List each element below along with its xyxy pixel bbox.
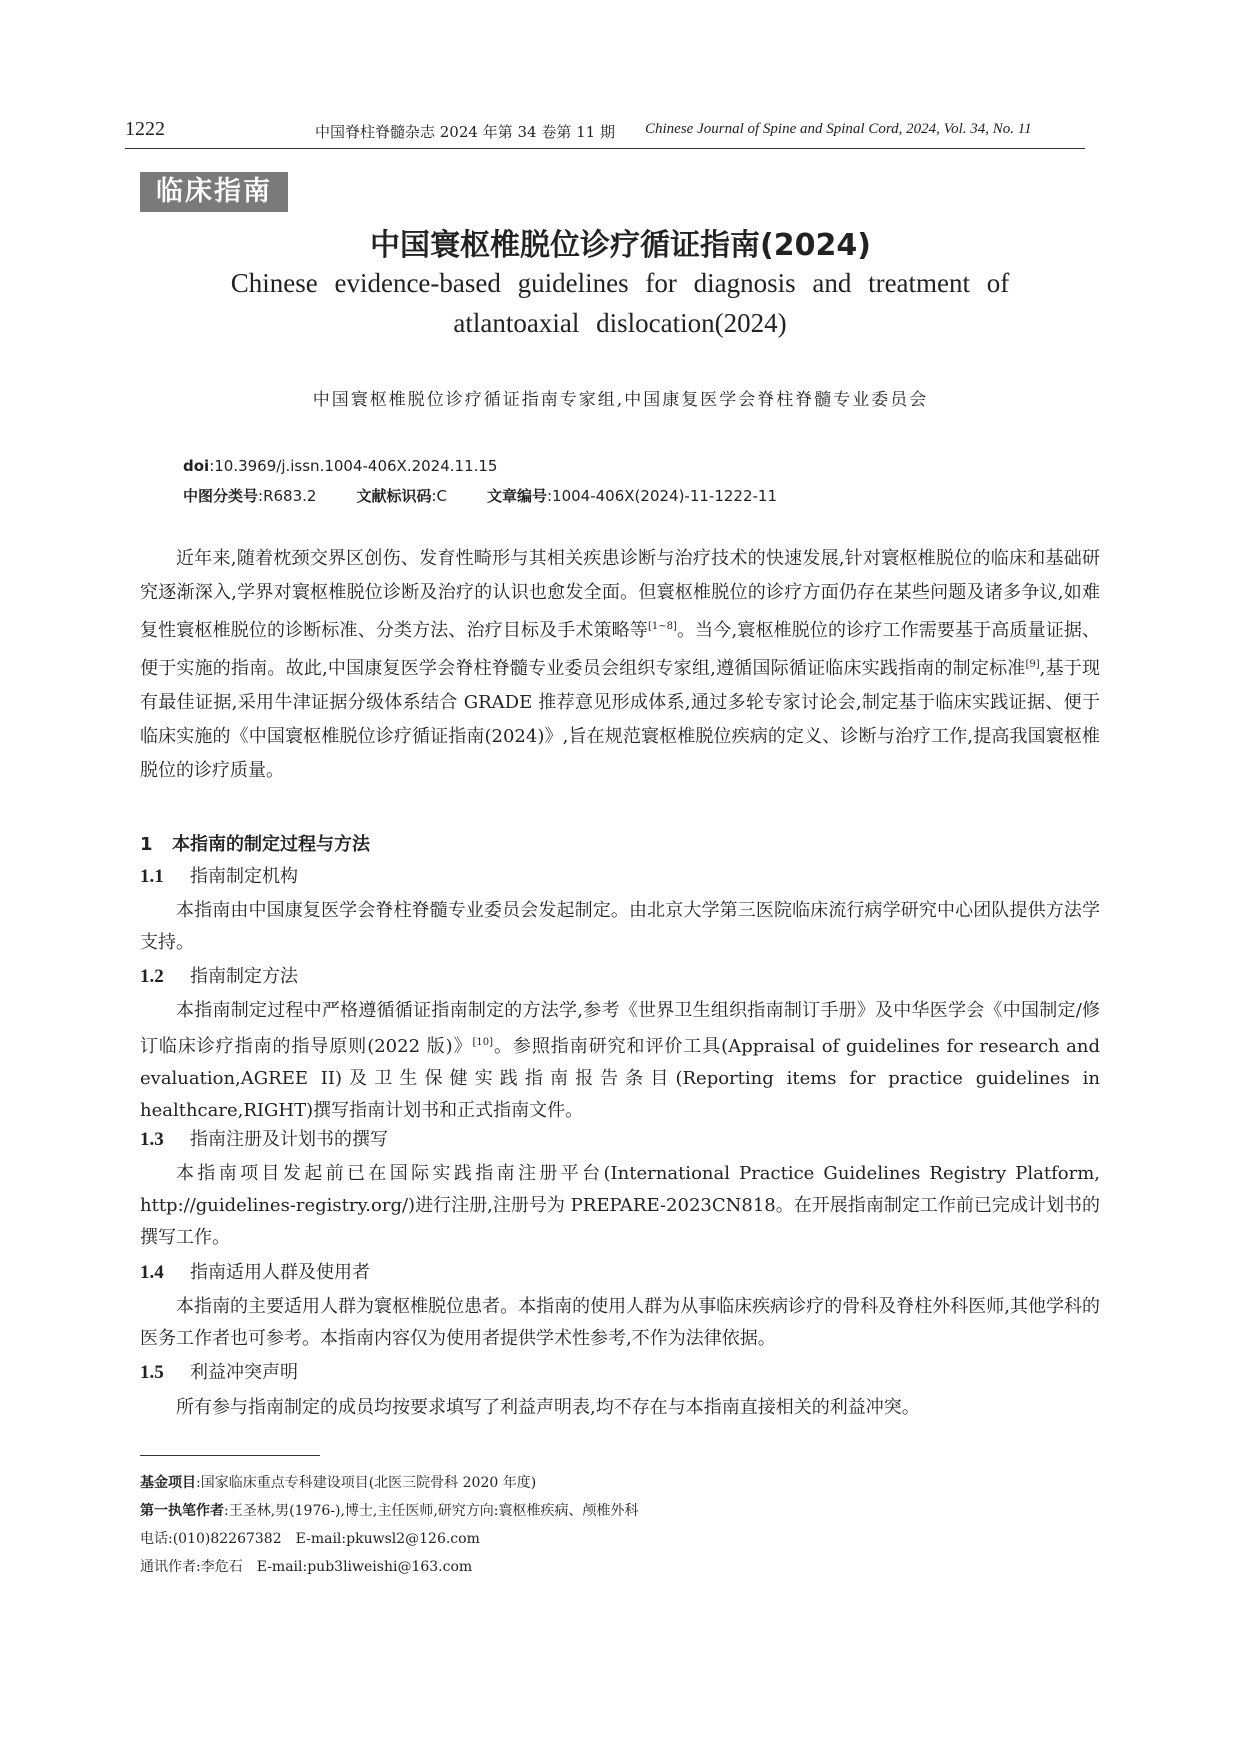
article-no-label: 文章编号: [486, 487, 547, 505]
clc-label: 中图分类号: [183, 487, 259, 505]
paragraph: 本指南项目发起前已在国际实践指南注册平台(International Practice Guidelines Registry Platform, http://guidelines-registry.org/)进行注册,注册号为 PREPARE-2023CN818。在开展指南制定工作前已完成计划书的撰写工作。: [140, 1163, 1100, 1248]
title-en-line2: atlantoaxial dislocation(2024): [453, 308, 787, 338]
subsection-heading: 1.1 指南制定机构: [140, 866, 298, 887]
doi-label: doi: [183, 457, 210, 475]
citation: [1~8]: [647, 621, 677, 632]
clc-value: :R683.2: [258, 487, 317, 505]
running-header: [125, 118, 1081, 144]
page-number: 1222: [125, 118, 165, 140]
column-badge: 临床指南: [140, 172, 288, 212]
paragraph: 本指南制定过程中严格遵循循证指南制定的方法学,参考《世界卫生组织指南制订手册》及中华医学会《中国制定/修订临床诊疗指南的指导原则(2022 版)》[10]。参照指南研究和评价工具(Appraisal of guidelines for research and evaluation,AGREE II)及卫生保健实践指南报告条目(Reporting items for practice guidelines in healthcare,RIGHT)撰写指南计划书和正式指南文件。: [140, 1000, 1100, 1121]
subsection-heading: 1.2 指南制定方法: [140, 966, 298, 987]
paragraph: 本指南由中国康复医学会脊柱脊髓专业委员会发起制定。由北京大学第三医院临床流行病学研究中心团队提供方法学支持。: [140, 900, 1100, 953]
subsection-heading: 1.3 指南注册及计划书的撰写: [140, 1129, 388, 1150]
footnote-correspondence: 通讯作者:李危石 E-mail:pub3liweishi@163.com: [140, 1559, 473, 1575]
intro-paragraph: 近年来,随着枕颈交界区创伤、发育性畸形与其相关疾患诊断与治疗技术的快速发展,针对寰枢椎脱位的临床和基础研究逐渐深入,学界对寰枢椎脱位诊断及治疗的认识也愈发全面。但寰枢椎脱位的诊疗方面仍存在某些问题及诸多争议,如难复性寰枢椎脱位的诊断标准、分类方法、治疗目标及手术策略等[1~8]。当今,寰枢椎脱位的诊疗工作需要基于高质量证据、便于实施的指南。故此,中国康复医学会脊柱脊髓专业委员会组织专家组,遵循国际循证临床实践指南的制定标准[9],基于现有最佳证据,采用牛津证据分级体系结合 GRADE 推荐意见形成体系,通过多轮专家讨论会,制定基于临床实践证据、便于临床实施的《中国寰枢椎脱位诊疗循证指南(2024)》,旨在规范寰枢椎脱位疾病的定义、诊断与治疗工作,提高我国寰枢椎脱位的诊疗质量。: [140, 548, 1100, 781]
title-en-line1: Chinese evidence-based guidelines for diagnosis and treatment of: [230, 268, 1010, 298]
footnote-first-author: 第一执笔作者:王圣林,男(1976-),博士,主任医师,研究方向:寰枢椎疾病、颅椎外科: [140, 1503, 639, 1519]
article-no-value: :1004-406X(2024)-11-1222-11: [547, 487, 778, 505]
footnote-rule: [140, 1455, 320, 1456]
doi-value: :10.3969/j.issn.1004-406X.2024.11.15: [209, 457, 498, 475]
title-cn: 中国寰枢椎脱位诊疗循证指南(2024): [370, 228, 871, 263]
section-heading: 1 本指南的制定过程与方法: [140, 834, 370, 855]
subsection-heading: 1.4 指南适用人群及使用者: [140, 1262, 370, 1283]
citation: [10]: [472, 1037, 494, 1048]
subsection-heading: 1.5 利益冲突声明: [140, 1362, 298, 1383]
authors: 中国寰枢椎脱位诊疗循证指南专家组,中国康复医学会脊柱脊髓专业委员会: [312, 390, 929, 410]
footnote-fund: 基金项目:国家临床重点专科建设项目(北医三院骨科 2020 年度): [140, 1475, 537, 1491]
doi-line: [183, 457, 497, 475]
header-rule: [125, 148, 1085, 149]
footnote-contact: 电话:(010)82267382 E-mail:pkuwsl2@126.com: [140, 1531, 480, 1547]
title-en: [210, 263, 1030, 343]
classification-line: [183, 485, 777, 506]
journal-title-en: Chinese Journal of Spine and Spinal Cord, 2024, Vol. 34, No. 11: [645, 121, 1032, 137]
citation: [9]: [1025, 659, 1040, 670]
paragraph: 本指南的主要适用人群为寰枢椎脱位患者。本指南的使用人群为从事临床疾病诊疗的骨科及脊柱外科医师,其他学科的医务工作者也可参考。本指南内容仅为使用者提供学术性参考,不作为法律依据。: [140, 1296, 1100, 1349]
doc-code-label: 文献标识码: [356, 487, 432, 505]
doc-code-value: :C: [431, 487, 447, 505]
journal-title-cn: 中国脊柱脊髓杂志 2024 年第 34 卷第 11 期: [315, 123, 615, 141]
paragraph: 所有参与指南制定的成员均按要求填写了利益声明表,均不存在与本指南直接相关的利益冲突。: [176, 1397, 920, 1418]
